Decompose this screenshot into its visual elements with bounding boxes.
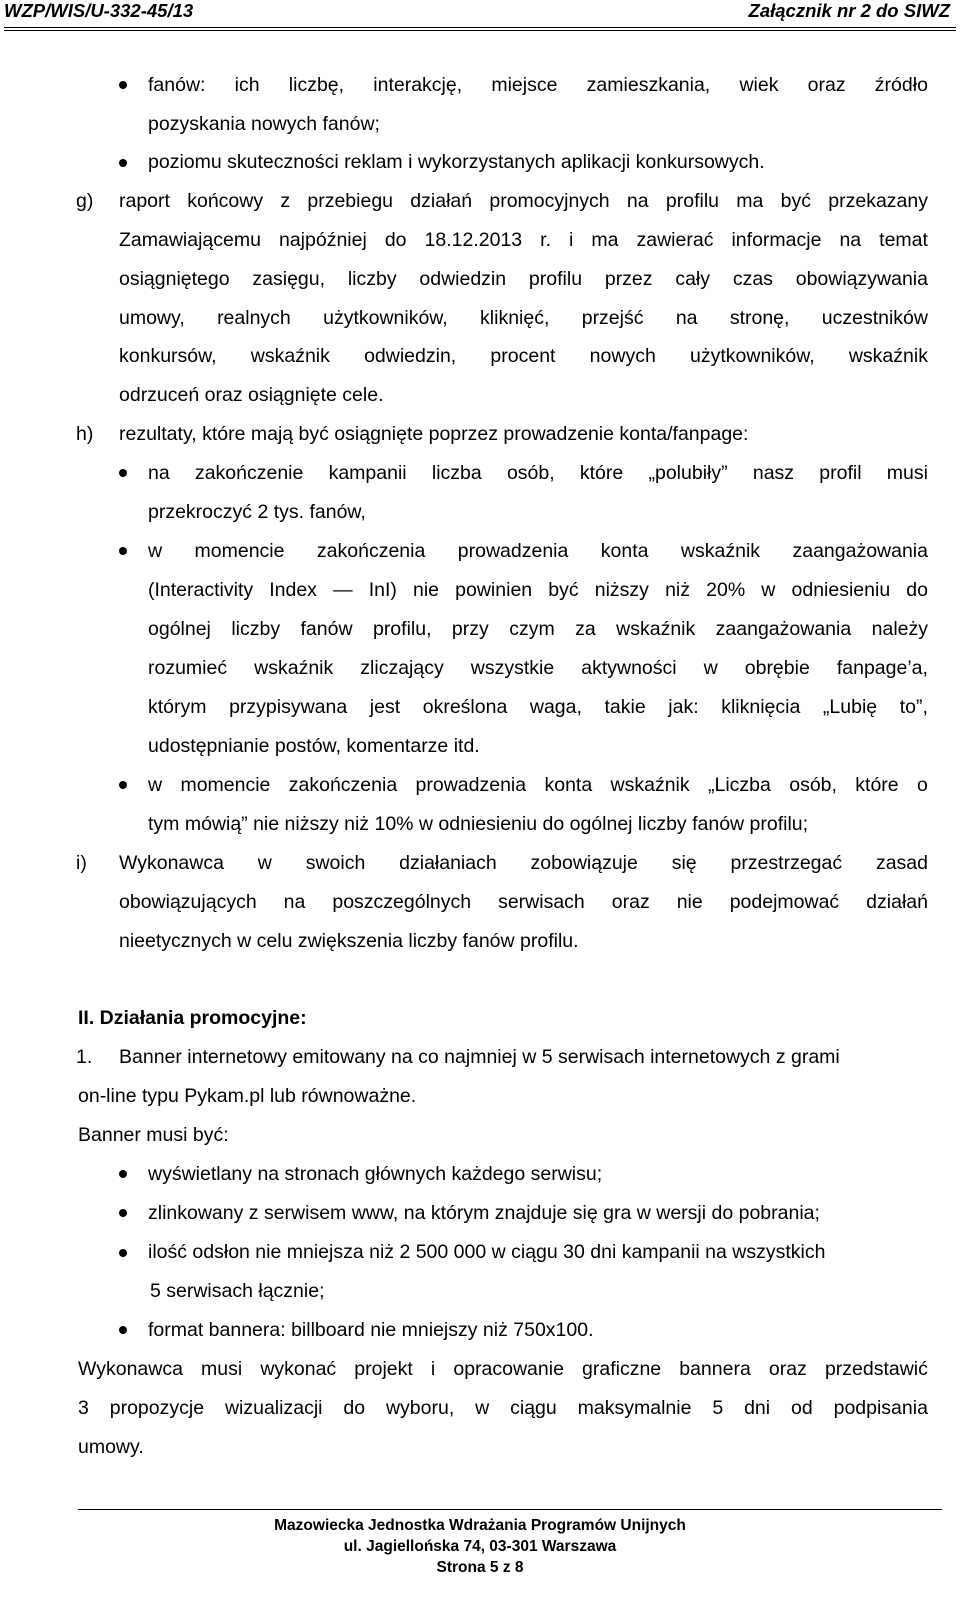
word: momencie (194, 540, 285, 562)
word: nasz (752, 462, 795, 484)
word: na (283, 891, 306, 913)
word: podejmować (729, 891, 840, 913)
word: końcowy (187, 190, 264, 212)
word: oraz (807, 74, 846, 96)
word: Wykonawca (119, 852, 224, 874)
word: przy (451, 618, 489, 640)
word: które (579, 462, 624, 484)
paragraph-line (119, 344, 928, 368)
word: fanów (300, 618, 353, 640)
word: czym (509, 618, 555, 640)
word: działań (866, 891, 928, 913)
word: musi (886, 462, 928, 484)
word: dni (744, 1397, 771, 1419)
paragraph-line: odrzuceń oraz osiągnięte cele. (119, 384, 384, 406)
word: zakończenia (316, 540, 426, 562)
word: wskaźnik (610, 774, 690, 796)
word: ma (736, 190, 764, 212)
word: osiągniętego (119, 268, 230, 290)
paragraph-line: umowy. (78, 1436, 144, 1458)
word: — (333, 579, 353, 601)
word: kampanii (328, 462, 407, 484)
header-reference: WZP/WIS/U-332-45/13 (4, 0, 194, 21)
word: Wykonawca (78, 1358, 183, 1380)
word: profilu (665, 190, 720, 212)
word: Zamawiającemu (119, 229, 261, 251)
list-marker-1: 1. (76, 1046, 93, 1068)
word: w (148, 774, 163, 796)
word: raport (119, 190, 170, 212)
word: ma (591, 229, 619, 251)
word: wszystkie (470, 657, 555, 679)
word: zakończenia (288, 774, 398, 796)
paragraph-line (148, 461, 928, 485)
word: temat (879, 229, 928, 251)
word: zawierać (636, 229, 714, 251)
word: 20% (706, 579, 746, 601)
word: miejsce (491, 74, 558, 96)
word: realnych (217, 307, 291, 329)
word: na (839, 229, 862, 251)
bullet-icon (119, 1249, 127, 1257)
word: waga, (529, 696, 582, 718)
word: powinien (455, 579, 533, 601)
word: r. (540, 229, 552, 251)
word: konkursów, (119, 345, 217, 367)
word: zobowiązuje (530, 852, 638, 874)
paragraph-line: 5 serwisach łącznie; (150, 1280, 325, 1302)
word: opracowanie (453, 1358, 564, 1380)
word: „polubiły” (648, 462, 728, 484)
word: w (761, 579, 776, 601)
paragraph-line: on-line typu Pykam.pl lub równoważne. (78, 1085, 417, 1107)
paragraph-line (119, 228, 928, 252)
paragraph-line: wyświetlany na stronach głównych każdego serwisu; (148, 1163, 603, 1185)
word: oraz (768, 1358, 807, 1380)
word: promocyjnych (489, 190, 610, 212)
word: źródło (874, 74, 928, 96)
word: zaangażowania (792, 540, 928, 562)
word: w (703, 657, 718, 679)
paragraph-line (119, 851, 928, 875)
word: zaangażowania (715, 618, 852, 640)
word: najpóźniej (278, 229, 367, 251)
word: przedstawić (824, 1358, 928, 1380)
word: użytkowników, (323, 307, 448, 329)
word: ich (234, 74, 260, 96)
word: „Lubię (822, 696, 878, 718)
word: swoich (305, 852, 366, 874)
word: stronę, (729, 307, 790, 329)
paragraph-line: zlinkowany z serwisem www, na którym znajduje się gra w wersji do pobrania; (148, 1202, 820, 1224)
footer-rule (78, 1509, 942, 1510)
word: konta (544, 774, 593, 796)
paragraph-line: pozyskania nowych fanów; (148, 113, 380, 135)
bullet-icon (119, 1209, 127, 1217)
word: 3 (78, 1397, 89, 1419)
header-rule (4, 27, 956, 28)
word: do (343, 1397, 366, 1419)
word: odwiedzin, (364, 345, 457, 367)
word: (Interactivity (148, 579, 254, 601)
word: liczby (231, 618, 281, 640)
word: cały (675, 268, 711, 290)
paragraph-line (119, 890, 928, 914)
word: poszczególnych (332, 891, 472, 913)
word: maksymalnie (577, 1397, 692, 1419)
word: wyboru, (385, 1397, 455, 1419)
word: zasięgu, (252, 268, 326, 290)
word: zakończenie (194, 462, 304, 484)
word: liczbę, (288, 74, 345, 96)
word: przestrzegać (730, 852, 843, 874)
word: zasad (875, 852, 928, 874)
word: odniesieniu (791, 579, 891, 601)
word: procent (490, 345, 556, 367)
word: działań (410, 190, 473, 212)
paragraph-line (148, 617, 928, 641)
word: z (280, 190, 291, 212)
word: wskaźnik (254, 657, 334, 679)
paragraph-line (148, 773, 928, 797)
word: osób, (506, 462, 555, 484)
word: 5 (712, 1397, 724, 1419)
list-marker-i: i) (76, 852, 87, 874)
word: liczby (347, 268, 397, 290)
word: to”, (899, 696, 928, 718)
word: momencie (180, 774, 271, 796)
paragraph-line: format bannera: billboard nie mniejszy niż 750x100. (148, 1319, 594, 1341)
word: uczestników (821, 307, 928, 329)
word: wiek (739, 74, 779, 96)
paragraph-line (78, 1396, 928, 1420)
word: profil (819, 462, 862, 484)
word: jak: (668, 696, 699, 718)
footer-page-number: Strona 5 z 8 (436, 1559, 524, 1576)
word: odwiedzin (419, 268, 507, 290)
word: InI) (368, 579, 397, 601)
paragraph-line: Banner musi być: (78, 1124, 229, 1146)
word: przez (604, 268, 653, 290)
header-attachment: Załącznik nr 2 do SIWZ (748, 0, 950, 21)
word: w (475, 1397, 490, 1419)
bullet-icon (119, 81, 127, 89)
word: od (791, 1397, 813, 1419)
list-marker-h: h) (76, 423, 94, 445)
word: wskaźnik (680, 540, 761, 562)
word: na (626, 190, 649, 212)
bullet-icon (119, 1326, 127, 1334)
paragraph-line (119, 267, 928, 291)
word: fanpage’a, (836, 657, 928, 679)
word: 18.12.2013 (424, 229, 523, 251)
word: użytkowników, (690, 345, 815, 367)
list-marker-g: g) (76, 190, 94, 212)
footer-organization: Mazowiecka Jednostka Wdrażania Programów Unijnych (274, 1517, 686, 1534)
word: konta (600, 540, 649, 562)
word: działaniach (399, 852, 497, 874)
word: na (148, 462, 170, 484)
word: umowy, (119, 307, 185, 329)
paragraph-line (78, 1357, 928, 1381)
bullet-icon (119, 1170, 127, 1178)
word: serwisach (498, 891, 585, 913)
word: fanów: (148, 74, 206, 96)
word: oraz (611, 891, 650, 913)
word: podpisania (833, 1397, 928, 1419)
word: niż (665, 579, 690, 601)
word: do (906, 579, 928, 601)
word: za (575, 618, 596, 640)
word: rozumieć (148, 657, 228, 679)
paragraph-line: nieetycznych w celu zwiększenia liczby fanów profilu. (119, 930, 579, 952)
word: na (675, 307, 698, 329)
word: w (257, 852, 272, 874)
word: ogólnej (148, 618, 211, 640)
word: zliczający (360, 657, 444, 679)
paragraph-line (148, 73, 928, 97)
paragraph-line: rezultaty, które mają być osiągnięte poprzez prowadzenie konta/fanpage: (119, 423, 749, 445)
word: bannera (679, 1358, 751, 1380)
word: przypisywana (229, 696, 348, 718)
paragraph-line: tym mówią” nie niższy niż 10% w odniesieniu do ogólnej liczby fanów profilu; (148, 813, 809, 835)
word: obowiązywania (795, 268, 928, 290)
bullet-icon (119, 469, 127, 477)
word: przekazany (828, 190, 928, 212)
word: propozycje (109, 1397, 205, 1419)
word: ciągu (510, 1397, 557, 1419)
paragraph-line: przekroczyć 2 tys. fanów, (148, 501, 366, 523)
word: wskaźnik (616, 618, 696, 640)
word: obowiązujących (119, 891, 257, 913)
word: przebiegu (307, 190, 394, 212)
word: prowadzenia (415, 774, 527, 796)
bullet-icon (119, 781, 127, 789)
word: zamieszkania, (586, 74, 711, 96)
word: interakcję, (373, 74, 463, 96)
header-rule-2 (4, 30, 956, 31)
paragraph-line (148, 656, 928, 680)
word: nowych (589, 345, 656, 367)
paragraph-line (119, 189, 928, 213)
word: niższy (594, 579, 649, 601)
word: czas (732, 268, 773, 290)
page-header (4, 0, 956, 30)
paragraph-line: ilość odsłon nie mniejsza niż 2 500 000 w ciągu 30 dni kampanii na wszystkich (148, 1241, 826, 1263)
word: profilu (528, 268, 583, 290)
word: wizualizacji (224, 1397, 323, 1419)
word: jest (369, 696, 401, 718)
paragraph-line (119, 306, 928, 330)
word: które (855, 774, 899, 796)
paragraph-line: Banner internetowy emitowany na co najmniej w 5 serwisach internetowych z grami (119, 1046, 840, 1068)
paragraph-line (148, 695, 928, 719)
footer-address: ul. Jagiellońska 74, 03-301 Warszawa (343, 1538, 617, 1555)
word: nie (413, 579, 440, 601)
word: być (780, 190, 811, 212)
bullet-icon (119, 159, 127, 167)
word: i (430, 1358, 436, 1380)
word: profilu, (372, 618, 432, 640)
word: należy (871, 618, 928, 640)
word: wskaźnik (848, 345, 928, 367)
word: się (671, 852, 697, 874)
word: w (148, 540, 163, 562)
word: wskaźnik (250, 345, 330, 367)
word: osób, (789, 774, 837, 796)
word: projekt (354, 1358, 413, 1380)
word: „Liczba (708, 774, 771, 796)
paragraph-line: udostępnianie postów, komentarze itd. (148, 735, 480, 757)
word: informacje (731, 229, 822, 251)
bullet-icon (119, 547, 127, 555)
word: prowadzenia (457, 540, 569, 562)
word: którym (148, 696, 207, 718)
word: liczba (431, 462, 482, 484)
word: Index (269, 579, 317, 601)
word: określona (422, 696, 508, 718)
word: musi (201, 1358, 243, 1380)
paragraph-line: poziomu skuteczności reklam i wykorzystanych aplikacji konkursowych. (148, 151, 765, 173)
word: o (917, 774, 928, 796)
word: i (569, 229, 574, 251)
word: być (548, 579, 579, 601)
word: graficzne (582, 1358, 662, 1380)
word: takie (604, 696, 646, 718)
paragraph-line (148, 578, 928, 602)
word: przejść (581, 307, 644, 329)
word: kliknięć, (480, 307, 550, 329)
word: wykonać (260, 1358, 337, 1380)
paragraph-line (148, 539, 928, 563)
word: aktywności (581, 657, 677, 679)
word: do (384, 229, 407, 251)
word: kliknięcia (721, 696, 801, 718)
word: obrębie (744, 657, 810, 679)
section-heading: II. Działania promocyjne: (78, 1007, 307, 1029)
word: nie (676, 891, 703, 913)
